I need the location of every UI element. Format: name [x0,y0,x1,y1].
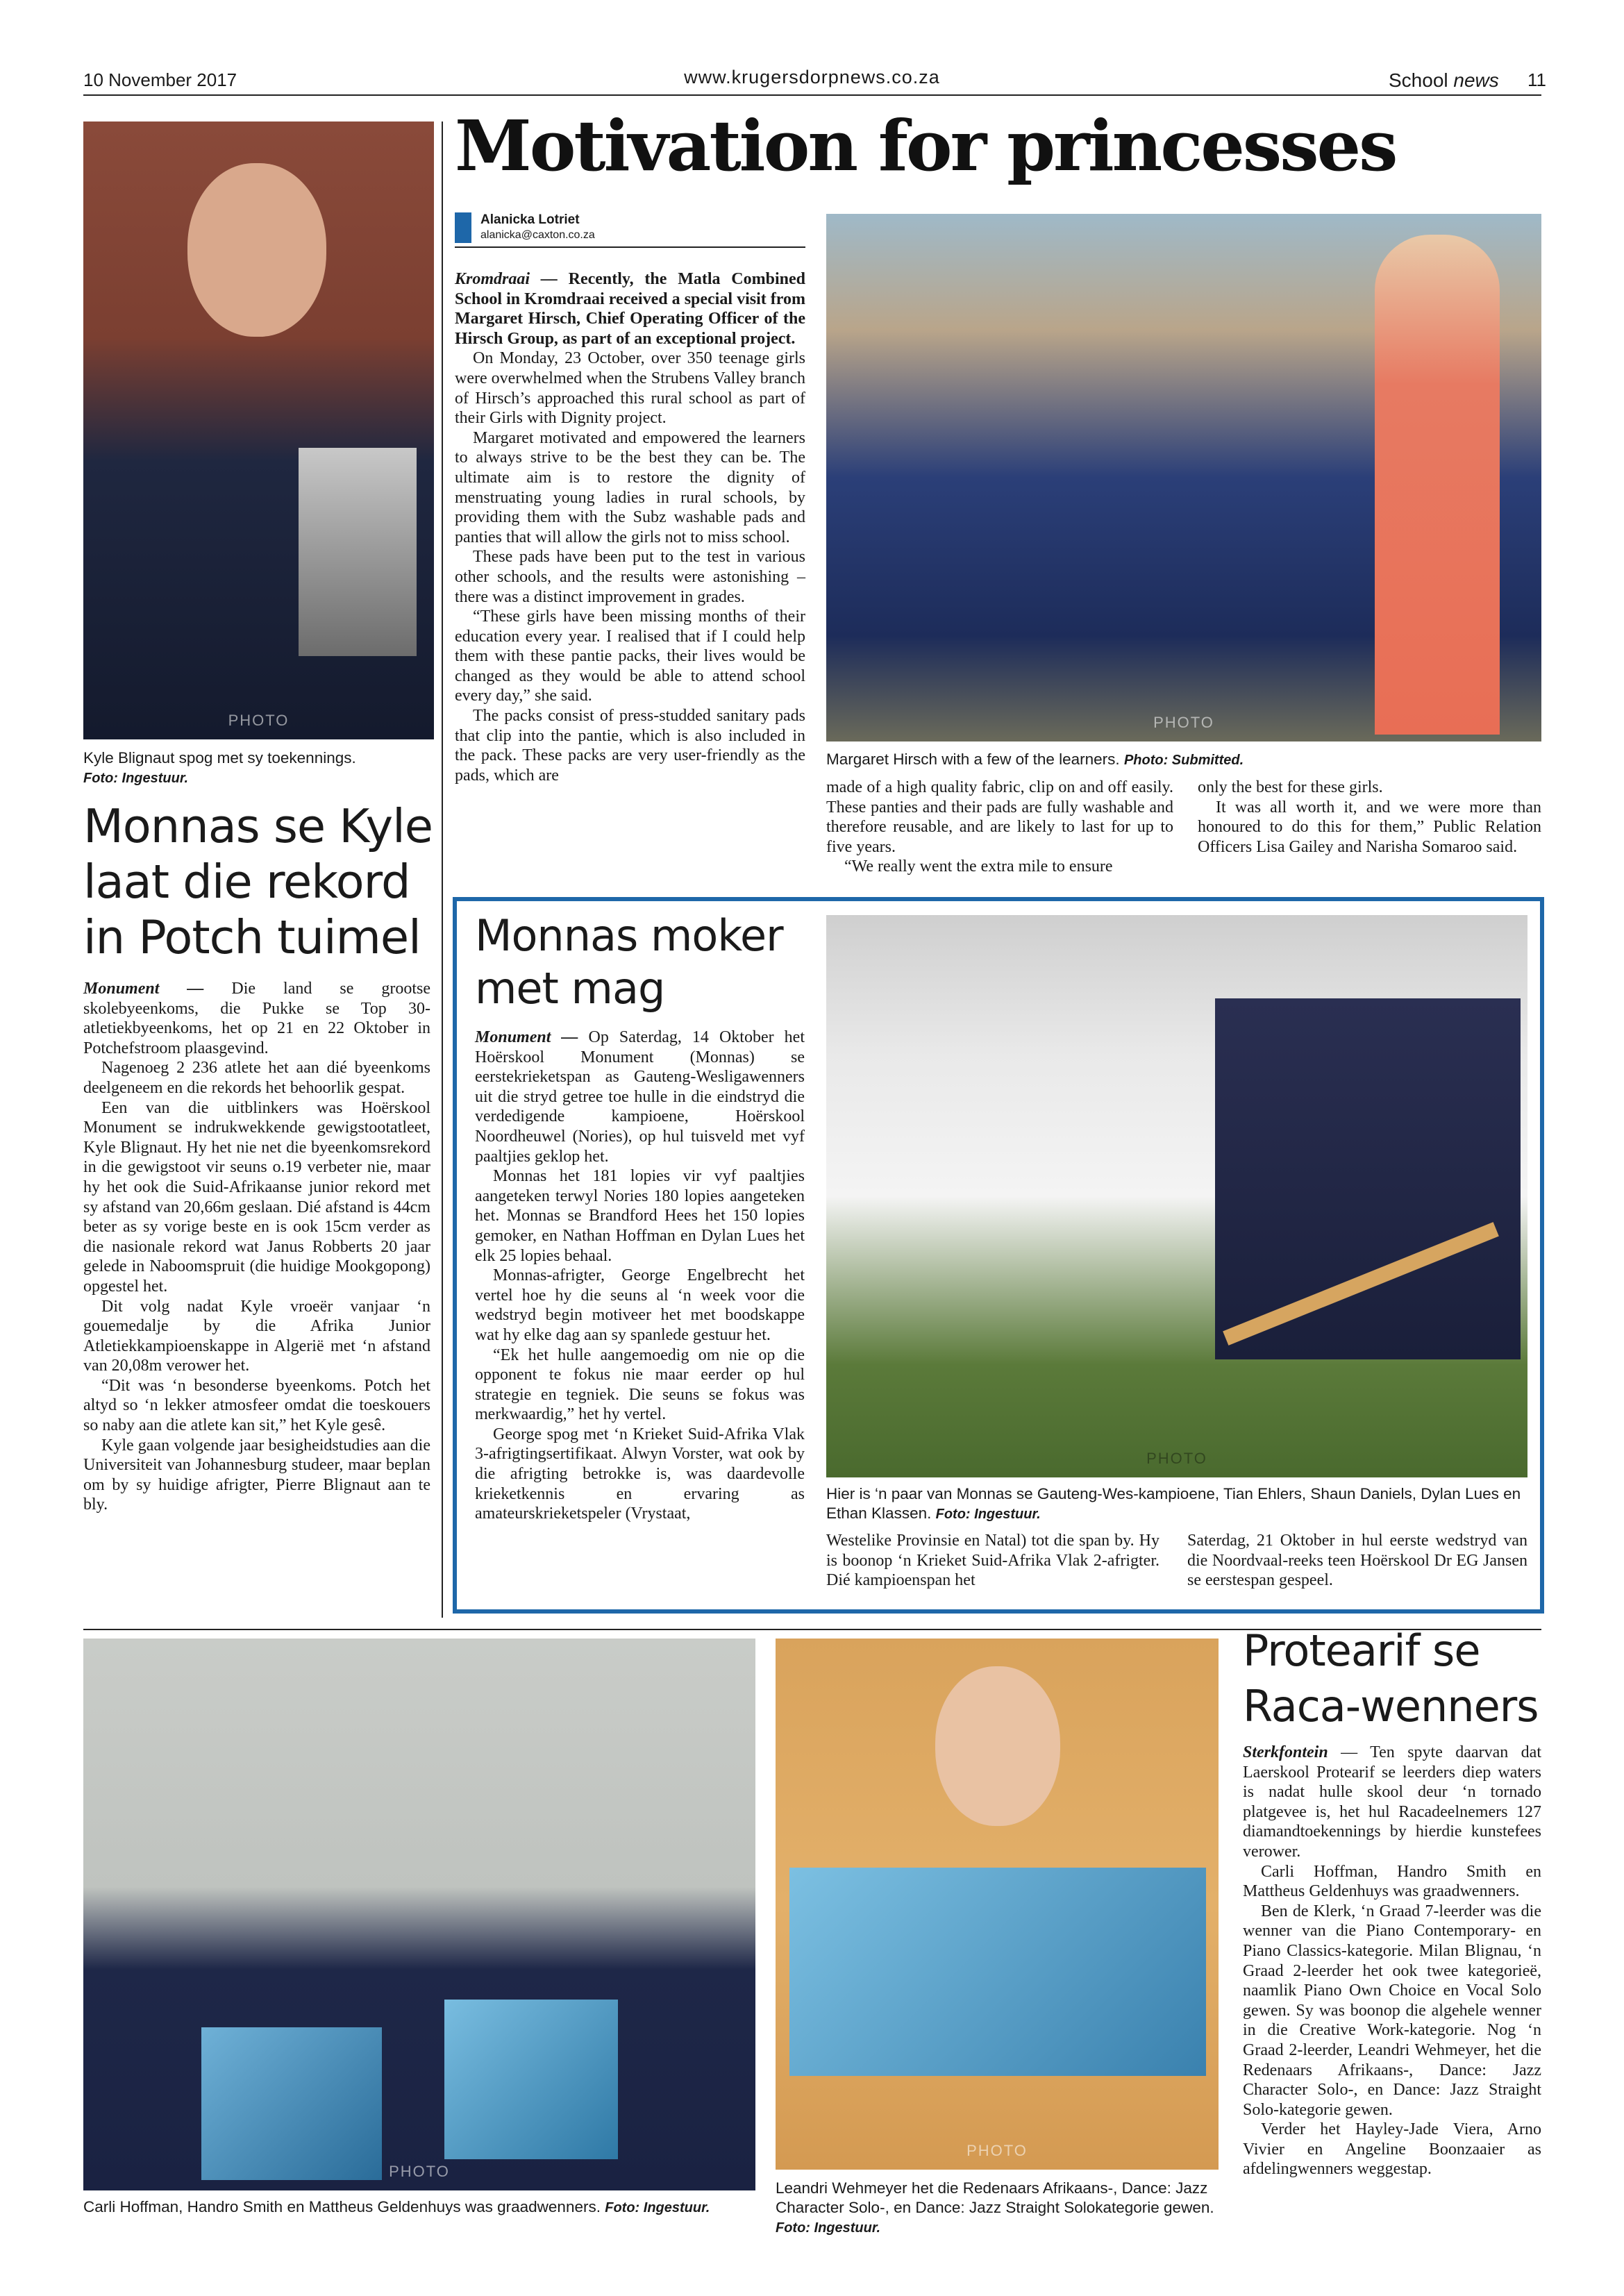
paragraph: only the best for these girls. [1198,778,1383,796]
caption-leandri [776,2179,1227,2238]
paragraph: Monnas-afrigter, George Engelbrecht het vertel hoe hy die seuns al ‘n week voor die wedstryd begin motiveer het met boodskappe wat hy elke dag aan sy spanlede gestuur het. [475,1266,805,1344]
author-name: Alanicka Lotriet [480,212,580,227]
photo-credit: Foto: Ingestuur. [83,771,189,786]
paragraph: Verder het Hayley-Jade Viera, Arno Vivier en Angeline Boonzaaier as afdelingwenners weggestap. [1243,2120,1541,2179]
photo-placeholder-label: PHOTO [228,712,290,729]
paragraph: The packs consist of press-studded sanitary pads that clip into the pantie, which is also included in the pack. These packs are very user-friendly as the pads, which are [455,707,805,785]
paragraph: “We really went the extra mile to ensure [844,857,1113,876]
headline-monnas: Monnas moker met mag [475,910,783,1014]
article-monnas-col1 [475,1028,805,1524]
photo-margaret-hirsch-learners [826,214,1541,741]
caption-text: Carli Hoffman, Handro Smith en Mattheus Geldenhuys was graadwenners. [83,2198,601,2215]
caption-text: Margaret Hirsch with a few of the learners. [826,751,1120,768]
dateline: Sterkfontein [1243,1743,1328,1761]
article-kyle-body [83,979,430,1515]
paragraph: Saterdag, 21 Oktober in hul eerste wedstryd van die Noordvaal-reeks teen Hoërskool Dr EG Jansen se eerstespan gespeel. [1187,1532,1527,1590]
photo-placeholder-label: PHOTO [1146,1450,1207,1467]
paragraph: Dit volg nadat Kyle vroeër vanjaar ‘n gouemedalje by die Afrika Junior Atletiekkampioenskappe in Algerië met ‘n afstand van 20,08m verower het. [83,1297,430,1375]
paragraph: “Ek het hulle aangemoedig om nie op die opponent te fokus nie maar eerder op hul strategie en tegniek. Die seuns se fokus was merkwaardig,” het hy vertel. [475,1346,805,1424]
photo-credit: Photo: Submitted. [1123,753,1244,768]
headline-main: Motivation for princesses [455,105,1396,187]
caption-margaret [826,750,1541,770]
dateline: Kromdraai — [455,270,558,288]
paragraph: Westelike Provinsie en Natal) tot die span by. Hy is boonop ‘n Krieket Suid-Afrika Vlak 2-afrigter. Dié kampioenspan het [826,1532,1160,1590]
paragraph: Monnas het 181 lopies vir vyf paaltjies aangeteken terwyl Nories 180 lopies aangeteken het. Monnas se Brandford Hees het 150 lopies gemoker, en Nathan Hoffman en Dylan Lues het elk 25 lopies behaal. [475,1167,805,1265]
paragraph: Carli Hoffman, Handro Smith en Mattheus Geldenhuys was graadwenners. [1243,1862,1541,1901]
page-number: 11 [1527,69,1546,90]
author-email[interactable]: alanicka@caxton.co.za [480,229,595,241]
author-block-icon [455,212,471,243]
paragraph: Een van die uitblinkers was Hoërskool Monument se indrukwekkende gewigstootatleet, Kyle Blignaut. Hy het nie net die byeenkomsrekord in die gewigstoot vir seuns o.19 verbeter nie, maar hy het ook die Suid-Afrikaanse junior rekord met sy afstand van 20,66m geslaan. Dié afstand is 44cm beter as sy vorige beste en is ook 15cm verder as die nasionale rekord wat Janus Robberts 20 jaar gelede in Naboomspruit (die huidige Mookgopong) opgestel het. [83,1098,430,1296]
paragraph: Kyle gaan volgende jaar besigheidstudies aan die Universiteit van Johannesburg studeer, maar beplan om by sy huidige afrigter, Pierre Blignaut aan te bly. [83,1436,430,1514]
photo-credit: Foto: Ingestuur. [605,2200,710,2215]
article-monnas-col2 [826,1531,1160,1591]
caption-text: Hier is ‘n paar van Monnas se Gauteng-Wes-kampioene, Tian Ehlers, Shaun Daniels, Dylan Lues en Ethan Klassen. [826,1485,1521,1522]
author-rule [455,246,805,248]
photo-monnas-cricket-team [826,915,1527,1477]
caption-text: Leandri Wehmeyer het die Redenaars Afrikaans-, Dance: Jazz Character Solo-, en Dance: Jazz Straight Solokategorie gewen. [776,2179,1214,2216]
paragraph: George spog met ‘n Krieket Suid-Afrika Vlak 3-afrigtingsertifikaat. Alwyn Vorster, wat ook by die afrigting betrokke is, was daardevolle krieketkennis en ervaring as amateurskrieketspeler (Vrystaat, [475,1425,805,1523]
paragraph: Nagenoeg 2 236 atlete het aan dié byeenkoms deelgeneem en die rekords het behoorlik gespat. [83,1059,430,1097]
figure-blazers [1215,998,1521,1359]
photo-placeholder-label: PHOTO [966,2142,1028,2159]
paragraph: Margaret motivated and empowered the learners to always strive to be the best they can be. The ultimate aim is to restore the dignity of menstruating young ladies in rural schools, by providing them with the Subz washable pads and panties that will allow the girls not to miss school. [455,428,805,546]
article-main-col1 [455,269,805,785]
article-raca-body [1243,1743,1541,2179]
caption-kyle [83,748,434,788]
paragraph: It was all worth it, and we were more than honoured to do this for them,” Public Relation Officers Lisa Gailey and Narisha Somaroo said. [1198,798,1541,856]
photo-credit: Foto: Ingestuur. [935,1507,1041,1522]
paragraph: made of a high quality fabric, clip on and off easily. These panties and their pads are fully washable and therefore reusable, and are likely to last for up to five years. [826,778,1173,856]
headline-kyle: Monnas se Kyle laat die rekord in Potch tuimel [83,799,433,964]
photo-placeholder-label: PHOTO [1153,714,1214,731]
photo-credit: Foto: Ingestuur. [776,2220,881,2236]
caption-text: Kyle Blignaut spog met sy toekennings. [83,749,356,766]
section-news: news [1453,69,1499,91]
column-rule [442,121,443,1618]
paragraph: On Monday, 23 October, over 350 teenage girls were overwhelmed when the Strubens Valley branch of Hirsch’s approached this rural school as part of their Girls with Dignity project. [455,349,805,428]
figure-woman [1375,235,1500,735]
lead-text: Recently, the Matla Combined School in Kromdraai received a special visit from Margaret Hirsch, Chief Operating Officer of the Hirsch Group, as part of an exceptional project. [455,270,805,348]
caption-monnas [826,1484,1527,1524]
figure-face [187,163,326,337]
certificate-shape [789,1868,1206,2076]
photo-placeholder-label: PHOTO [389,2163,450,2180]
dateline: Monument — [83,980,204,998]
photo-leandri-wehmeyer [776,1639,1219,2170]
article-monnas-col3 [1187,1531,1527,1591]
section-label [1389,69,1499,92]
headline-raca: Protearif se Raca-wenners [1243,1625,1539,1732]
paragraph: Die land se grootse skolebyeenkoms, die Pukke se Top 30-atletiekbyeenkoms, het op 21 en 22 Oktober in Potchefstroom plaasgevind. [83,980,430,1057]
paragraph: — Ten spyte daarvan dat Laerskool Protearif se leerders diep waters is nadat hulle skool deur ‘n tornado platgevee is, het hul Racadeelnemers 127 diamandtoekennings by hierdie kunstefees verower. [1243,1743,1541,1861]
paragraph: Op Saterdag, 14 Oktober het Hoërskool Monument (Monnas) se eerstekrieketspan as Gauteng-Wesligawenners uit die stryd getree toe hulle in die eindstryd die verdedigende kampioene, Hoërskool Noordheuwel (Nories), op hul tuisveld met vyf paaltjies geklop het. [475,1028,805,1166]
paragraph: “Dit was ‘n besonderse byeenkoms. Potch het altyd so ‘n lekker atmosfeer omdat die toeskouers so naby aan die atlete kan sit,” het Kyle gesê. [83,1376,430,1435]
website-url[interactable]: www.krugersdorpnews.co.za [684,67,940,87]
article-main-col3 [1198,778,1541,857]
certificate-shape [444,2000,618,2159]
certificate-shape [201,2027,382,2180]
section-school: School [1389,69,1448,91]
dateline: Monument — [475,1028,578,1046]
figure-face [935,1666,1060,1826]
trophy-shape [299,448,417,656]
paragraph: These pads have been put to the test in various other schools, and the results were astonishing – there was a distinct improvement in grades. [455,548,805,606]
paragraph: Ben de Klerk, ‘n Graad 7-leerder was die wenner van die Piano Contemporary- en Piano Classics-kategorie. Milan Blignau, ‘n Graad 2-leerder het ook twee kategorieë, naamlik Piano Own Choice en Vocal Solo gewen. Sy was boonop die algehele wenner in die Creative Work-kategorie. Nog ‘n Graad 2-leerder, Leandri Wehmeyer, het die Redenaars Afrikaans-, Dance: Jazz Character Solo-, en Dance: Jazz Straight Solo-kategorie gewen. [1243,1902,1541,2119]
header-rule [83,94,1541,96]
caption-raca-grade-winners [83,2197,755,2218]
photo-raca-grade-winners [83,1639,755,2190]
paragraph: “These girls have been missing months of their education every year. I realised that if I could help them with these pantie packs, their lives would be changed as they would be able to attend school every day,” she said. [455,607,805,705]
photo-kyle-blignaut [83,121,434,739]
article-main-col2 [826,778,1173,877]
issue-date: 10 November 2017 [83,69,237,90]
